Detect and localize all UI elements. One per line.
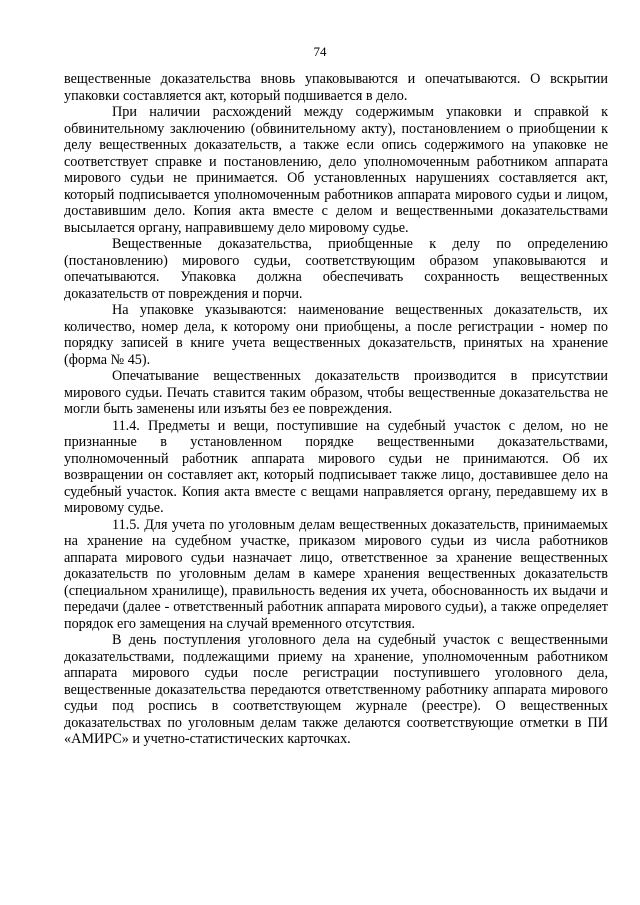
paragraph: Опечатывание вещественных доказательств производится в присутствии мирового судьи. Печать ставится таким образом, чтобы вещественные доказательства не могли быть заменены или изъяты без ее повреждения. [64,368,608,417]
paragraph: На упаковке указываются: наименование вещественных доказательств, их количество, номер дела, к которому они приобщены, а после регистрации - номер по порядку записей в книге учета вещественных доказательств, принятых на хранение (форма № 45). [64,302,608,368]
document-body [64,71,608,748]
paragraph: Вещественные доказательства, приобщенные к делу по определению (постановлению) мирового судьи, соответствующим образом упаковываются и опечатываются. Упаковка должна обеспечивать сохранность вещественных доказательств от повреждения и порчи. [64,236,608,302]
page-number: 74 [313,44,327,59]
paragraph: При наличии расхождений между содержимым упаковки и справкой к обвинительному заключению (обвинительному акту), постановлением о приобщении к делу вещественных доказательств, а также если опись содержимого на упаковке не соответствует справке и постановлению, дело уполномоченным работником аппарата мирового судьи не принимается. Об установленных нарушениях составляется акт, который подписывается уполномоченным работников аппарата мирового судьи и лицом, доставившим дело. Копия акта вместе с делом и вещественными доказательствами высылается органу, направившему дело мировому судье. [64,104,608,236]
paragraph: 11.5. Для учета по уголовным делам вещественных доказательств, принимаемых на хранение на судебном участке, приказом мирового судьи из числа работников аппарата мирового судьи назначает лицо, ответственное за хранение вещественных доказательств по уголовным делам в камере хранения вещественных доказательств (специальном хранилище), правильность ведения их учета, обоснованность их выдачи и передачи (далее - ответственный работник аппарата мирового судьи), а также определяет порядок его замещения на случай временного отсутствия. [64,516,608,632]
paragraph: вещественные доказательства вновь упаковываются и опечатываются. О вскрытии упаковки составляется акт, который подшивается в дело. [64,71,608,104]
paragraph: В день поступления уголовного дела на судебный участок с вещественными доказательствами, подлежащими приему на хранение, уполномоченным работником аппарата мирового судьи после регистрации поступившего уголовного дела, вещественные доказательства передаются ответственному работнику аппарата мирового судьи под роспись в соответствующем журнале (реестре). О вещественных доказательствах по уголовным делам также делаются соответствующие отметки в ПИ «АМИРС» и учетно-статистических карточках. [64,632,608,747]
paragraph: 11.4. Предметы и вещи, поступившие на судебный участок с делом, но не признанные в установленном порядке вещественными доказательствами, уполномоченный работник аппарата мирового судьи не принимаются. Об их возвращении он составляет акт, который подписывает также лицо, доставившее дело на судебный участок. Копия акта вместе с вещами направляется органу, передавшему их в мировому судье. [64,417,608,516]
